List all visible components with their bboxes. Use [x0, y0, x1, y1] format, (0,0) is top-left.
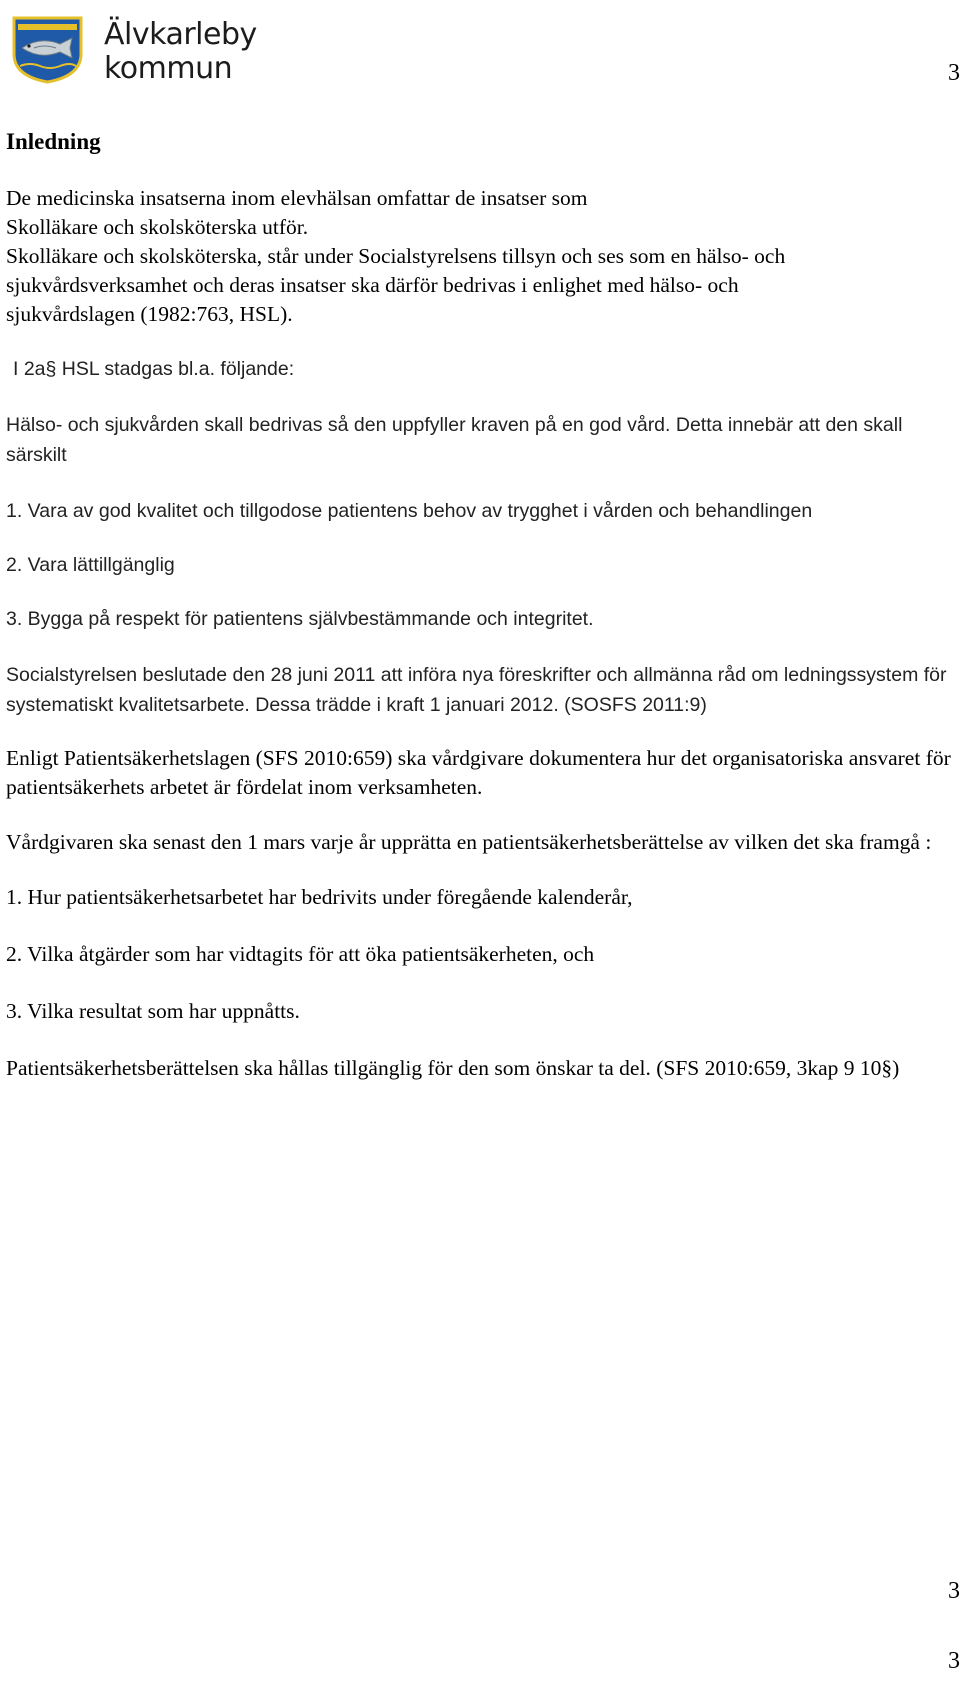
closing-paragraph: Patientsäkerhetsberättelsen ska hållas tillgänglig för den som önskar ta del. (SFS 2010:659, 3kap 9 10§) [6, 1056, 900, 1080]
municipality-logo [10, 14, 258, 90]
page-number-side: 3 [948, 1578, 960, 1604]
intro-line: De medicinska insatserna inom elevhälsan omfattar de insatser som [6, 186, 588, 210]
hsl-list-item-1: 1. Vara av god kvalitet och tillgodose patientens behov av trygghet i vården och behandlingen [6, 500, 813, 522]
hsl-text: Hälso- och sjukvården skall bedrivas så den uppfyller kraven på en god vård. Detta innebär att den skall särskilt [6, 414, 903, 466]
intro-line: Skolläkare och skolsköterska, står under Socialstyrelsens tillsyn och ses som en hälso- och [6, 244, 786, 268]
intro-paragraph [6, 184, 958, 329]
logo-wordmark [104, 18, 257, 86]
section-heading: Inledning [6, 129, 101, 154]
hsl-list-item-2: 2. Vara lättillgänglig [6, 554, 175, 576]
document-body [6, 128, 958, 1083]
page-number-bottom: 3 [948, 1648, 960, 1674]
coat-of-arms-icon [10, 14, 85, 84]
intro-line: sjukvårdslagen (1982:763, HSL). [6, 302, 293, 326]
logo-line-2: kommun [104, 51, 233, 86]
report-item-1: 1. Hur patientsäkerhetsarbetet har bedrivits under föregående kalenderår, [6, 885, 633, 909]
intro-line: Skolläkare och skolsköterska utför. [6, 215, 309, 239]
hsl-list-item-3: 3. Bygga på respekt för patientens självbestämmande och integritet. [6, 608, 594, 630]
logo-line-1: Älvkarleby [104, 17, 257, 52]
hsl-intro: I 2a§ HSL stadgas bl.a. följande: [13, 358, 295, 380]
psl-paragraph: Enligt Patientsäkerhetslagen (SFS 2010:659) ska vårdgivare dokumentera hur det organisatoriska ansvaret för patientsäkerhets arbetet är fördelat inom verksamheten. [6, 746, 951, 799]
sosfs-paragraph: Socialstyrelsen beslutade den 28 juni 2011 att införa nya föreskrifter och allmänna råd om ledningssystem för systematiskt kvalitetsarbete. Dessa trädde i kraft 1 januari 2012. (SOSFS 2011:9) [6, 664, 947, 716]
report-intro: Vårdgivaren ska senast den 1 mars varje år upprätta en patientsäkerhetsberättelse av vilken det ska framgå : [6, 830, 932, 854]
report-item-2: 2. Vilka åtgärder som har vidtagits för att öka patientsäkerheten, och [6, 942, 595, 966]
intro-line: sjukvårdsverksamhet och deras insatser ska därför bedrivas i enlighet med hälso- och [6, 273, 739, 297]
page-number-top: 3 [948, 60, 960, 86]
report-item-3: 3. Vilka resultat som har uppnåtts. [6, 999, 300, 1023]
